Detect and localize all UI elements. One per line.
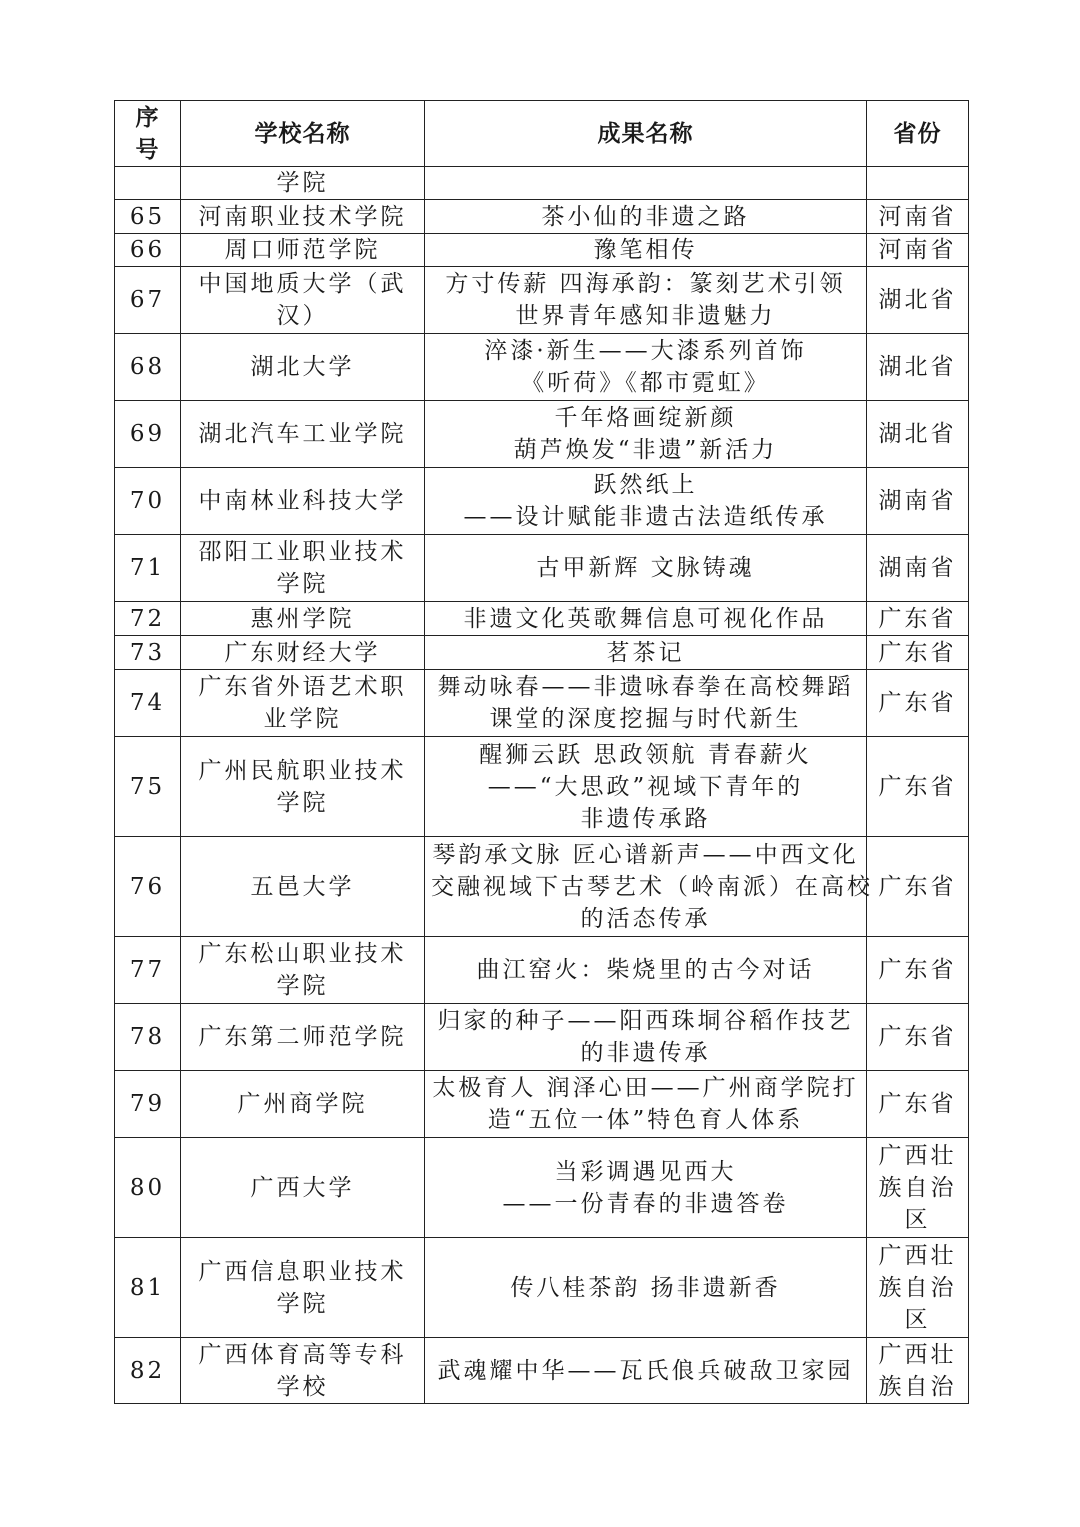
cell-province bbox=[867, 234, 969, 267]
cell-school-line: 学院 bbox=[276, 973, 329, 999]
cell-school bbox=[181, 167, 425, 200]
cell-title-line: 茶小仙的非遗之路 bbox=[541, 203, 750, 230]
cell-school-line: 学院 bbox=[276, 1290, 329, 1317]
cell-school-line: 湖北大学 bbox=[250, 354, 355, 380]
table-row bbox=[115, 1338, 969, 1404]
table-row bbox=[115, 267, 969, 334]
cell-province-line: 广西壮 bbox=[878, 1142, 957, 1169]
cell-title-line: 豫笔相传 bbox=[593, 237, 698, 263]
table-row bbox=[115, 1138, 969, 1238]
cell-school bbox=[181, 670, 425, 737]
table-row bbox=[115, 535, 969, 602]
cell-province bbox=[867, 670, 969, 737]
cell-school bbox=[181, 234, 425, 267]
table-row bbox=[115, 837, 969, 937]
cell-title-line: 琴韵承文脉 匠心谱新声——中西文化 bbox=[432, 841, 859, 868]
table-row bbox=[115, 200, 969, 234]
cell-province-line: 湖南省 bbox=[878, 488, 957, 514]
cell-province-line: 湖北省 bbox=[878, 421, 957, 447]
header-no-line1: 序 bbox=[135, 103, 160, 131]
cell-title bbox=[425, 200, 867, 234]
cell-title-line: 方寸传薪 四海承韵：篆刻艺术引领 bbox=[445, 271, 846, 297]
cell-title bbox=[425, 1338, 867, 1404]
table-row bbox=[115, 937, 969, 1004]
results-table bbox=[114, 100, 969, 1404]
table-row bbox=[115, 737, 969, 837]
cell-province-line: 族自治 bbox=[878, 1373, 957, 1400]
cell-province bbox=[867, 535, 969, 602]
cell-title-line: 交融视域下古琴艺术（岭南派）在高校 bbox=[431, 873, 873, 900]
cell-school-line: 广东松山职业技术 bbox=[198, 941, 407, 967]
cell-title-line: 太极育人 润泽心田——广州商学院打 bbox=[432, 1075, 859, 1101]
cell-school bbox=[181, 535, 425, 602]
cell-title-line: ——“大思政”视域下青年的 bbox=[487, 773, 804, 800]
cell-no: 78 bbox=[115, 1004, 181, 1071]
cell-school bbox=[181, 737, 425, 837]
cell-school-line: 广西大学 bbox=[250, 1174, 355, 1201]
cell-school-line: 学院 bbox=[276, 170, 329, 196]
cell-province bbox=[867, 1138, 969, 1238]
cell-province bbox=[867, 837, 969, 937]
cell-title bbox=[425, 468, 867, 535]
header-school: 学校名称 bbox=[181, 101, 425, 167]
cell-province-line: 区 bbox=[904, 1306, 931, 1333]
cell-province-line: 广西壮 bbox=[878, 1341, 957, 1368]
cell-no bbox=[115, 167, 181, 200]
cell-province bbox=[867, 602, 969, 636]
cell-province bbox=[867, 1238, 969, 1338]
table-body bbox=[115, 167, 969, 1404]
cell-title bbox=[425, 670, 867, 737]
cell-no: 81 bbox=[115, 1238, 181, 1338]
header-no-line2: 号 bbox=[135, 135, 160, 163]
cell-school bbox=[181, 401, 425, 468]
cell-school bbox=[181, 602, 425, 636]
cell-title-line: 课堂的深度挖掘与时代新生 bbox=[489, 706, 802, 732]
cell-no: 67 bbox=[115, 267, 181, 334]
cell-school-line: 五邑大学 bbox=[250, 873, 355, 900]
cell-province-line: 广西壮 bbox=[878, 1242, 957, 1269]
cell-province bbox=[867, 267, 969, 334]
cell-province bbox=[867, 737, 969, 837]
cell-title-line: 非遗传承路 bbox=[580, 805, 711, 832]
cell-no: 66 bbox=[115, 234, 181, 267]
cell-no: 75 bbox=[115, 737, 181, 837]
cell-school bbox=[181, 1071, 425, 1138]
cell-title-line: 茗茶记 bbox=[606, 639, 685, 666]
cell-school-line: 湖北汽车工业学院 bbox=[198, 421, 407, 447]
cell-title bbox=[425, 1071, 867, 1138]
cell-title bbox=[425, 267, 867, 334]
cell-province-line: 湖北省 bbox=[878, 287, 957, 313]
table-row bbox=[115, 334, 969, 401]
cell-school bbox=[181, 1138, 425, 1238]
cell-school-line: 邵阳工业职业技术 bbox=[198, 539, 407, 565]
cell-school-line: 汉） bbox=[276, 303, 329, 329]
cell-title-line: 传八桂茶韵 扬非遗新香 bbox=[510, 1274, 781, 1301]
cell-province-line: 广东省 bbox=[878, 639, 957, 666]
cell-province-line: 河南省 bbox=[878, 237, 957, 263]
cell-province bbox=[867, 200, 969, 234]
cell-title-line: 的活态传承 bbox=[580, 905, 711, 932]
cell-school-line: 学院 bbox=[276, 571, 329, 597]
cell-title-line: 归家的种子——阳西珠垌谷稻作技艺 bbox=[437, 1008, 854, 1034]
cell-title bbox=[425, 737, 867, 837]
cell-province-line: 广东省 bbox=[878, 1091, 957, 1117]
cell-title-line: 淬漆·新生——大漆系列首饰 bbox=[484, 338, 807, 364]
cell-school bbox=[181, 837, 425, 937]
cell-school bbox=[181, 334, 425, 401]
cell-province bbox=[867, 401, 969, 468]
cell-no: 77 bbox=[115, 937, 181, 1004]
cell-province-line: 族自治 bbox=[878, 1274, 957, 1301]
cell-title-line: 造“五位一体”特色育人体系 bbox=[487, 1107, 804, 1133]
header-no bbox=[115, 101, 181, 167]
cell-school bbox=[181, 1338, 425, 1404]
cell-school-line: 周口师范学院 bbox=[224, 237, 381, 263]
cell-title-line: 古甲新辉 文脉铸魂 bbox=[536, 555, 755, 581]
table-row bbox=[115, 1071, 969, 1138]
cell-province bbox=[867, 167, 969, 200]
cell-province-line: 湖北省 bbox=[878, 354, 957, 380]
cell-title-line: 世界青年感知非遗魅力 bbox=[515, 303, 776, 329]
cell-school-line: 中南林业科技大学 bbox=[198, 488, 407, 514]
cell-school-line: 广州商学院 bbox=[237, 1091, 368, 1117]
cell-province-line: 区 bbox=[904, 1206, 931, 1233]
cell-school bbox=[181, 937, 425, 1004]
table-row bbox=[115, 234, 969, 267]
cell-province-line: 广东省 bbox=[878, 773, 957, 800]
cell-no: 80 bbox=[115, 1138, 181, 1238]
table-row bbox=[115, 1004, 969, 1071]
cell-title-line: ——一份青春的非遗答卷 bbox=[502, 1190, 789, 1217]
cell-school-line: 学院 bbox=[276, 789, 329, 816]
cell-no: 82 bbox=[115, 1338, 181, 1404]
header-title: 成果名称 bbox=[425, 101, 867, 167]
cell-province bbox=[867, 468, 969, 535]
cell-province-line: 广东省 bbox=[878, 605, 957, 632]
cell-school bbox=[181, 1004, 425, 1071]
cell-title-line: 千年烙画绽新颜 bbox=[554, 405, 737, 431]
table-header-row bbox=[115, 101, 969, 167]
cell-title bbox=[425, 234, 867, 267]
header-province: 省份 bbox=[867, 101, 969, 167]
table-row bbox=[115, 401, 969, 468]
cell-no: 72 bbox=[115, 602, 181, 636]
cell-no: 70 bbox=[115, 468, 181, 535]
cell-no: 69 bbox=[115, 401, 181, 468]
cell-province-line: 广东省 bbox=[878, 957, 957, 983]
cell-school bbox=[181, 267, 425, 334]
cell-no: 73 bbox=[115, 636, 181, 670]
cell-school-line: 广东第二师范学院 bbox=[198, 1024, 407, 1050]
cell-title-line: ——设计赋能非遗古法造纸传承 bbox=[463, 504, 828, 530]
cell-province-line: 广东省 bbox=[878, 690, 957, 716]
cell-province bbox=[867, 1004, 969, 1071]
cell-title-line: 非遗文化英歌舞信息可视化作品 bbox=[463, 605, 828, 632]
cell-title bbox=[425, 1004, 867, 1071]
cell-title-line: 舞动咏春——非遗咏春拳在高校舞蹈 bbox=[437, 674, 854, 700]
cell-title-line: 当彩调遇见西大 bbox=[554, 1158, 737, 1185]
cell-province-line: 族自治 bbox=[878, 1174, 957, 1201]
cell-title bbox=[425, 334, 867, 401]
cell-school-line: 广东省外语艺术职 bbox=[198, 674, 407, 700]
cell-no: 76 bbox=[115, 837, 181, 937]
cell-title bbox=[425, 1238, 867, 1338]
cell-school-line: 中国地质大学（武 bbox=[198, 271, 407, 297]
cell-no: 65 bbox=[115, 200, 181, 234]
cell-school bbox=[181, 636, 425, 670]
cell-province bbox=[867, 636, 969, 670]
table-row bbox=[115, 468, 969, 535]
cell-province bbox=[867, 937, 969, 1004]
cell-title-line: 《听荷》《都市霓虹》 bbox=[521, 370, 770, 396]
cell-province-line: 河南省 bbox=[878, 203, 957, 230]
cell-province-line: 广东省 bbox=[878, 873, 957, 900]
cell-title bbox=[425, 937, 867, 1004]
cell-province-line: 广东省 bbox=[878, 1024, 957, 1050]
cell-title-line: 跃然纸上 bbox=[593, 472, 698, 498]
cell-school bbox=[181, 1238, 425, 1338]
cell-school bbox=[181, 468, 425, 535]
cell-no: 68 bbox=[115, 334, 181, 401]
cell-title-line: 葫芦焕发“非遗”新活力 bbox=[513, 437, 778, 463]
cell-title-line: 的非遗传承 bbox=[580, 1040, 711, 1066]
table-row bbox=[115, 167, 969, 200]
cell-school-line: 业学院 bbox=[263, 706, 342, 732]
cell-school-line: 广州民航职业技术 bbox=[198, 757, 407, 784]
table-row bbox=[115, 636, 969, 670]
cell-province bbox=[867, 334, 969, 401]
table-row bbox=[115, 1238, 969, 1338]
cell-title bbox=[425, 636, 867, 670]
cell-province bbox=[867, 1338, 969, 1404]
cell-school-line: 广东财经大学 bbox=[224, 639, 381, 666]
cell-school bbox=[181, 200, 425, 234]
cell-no: 71 bbox=[115, 535, 181, 602]
cell-title-line: 曲江窑火：柴烧里的古今对话 bbox=[476, 957, 815, 983]
cell-no: 74 bbox=[115, 670, 181, 737]
cell-title bbox=[425, 167, 867, 200]
table-row bbox=[115, 670, 969, 737]
cell-title bbox=[425, 837, 873, 937]
cell-school-line: 河南职业技术学院 bbox=[198, 203, 407, 230]
cell-school-line: 广西体育高等专科 bbox=[198, 1341, 407, 1368]
cell-title bbox=[425, 1138, 867, 1238]
cell-province bbox=[867, 1071, 969, 1138]
cell-no: 79 bbox=[115, 1071, 181, 1138]
cell-title bbox=[425, 602, 867, 636]
cell-title bbox=[425, 535, 867, 602]
cell-province-line: 湖南省 bbox=[878, 555, 957, 581]
table-row bbox=[115, 602, 969, 636]
cell-title-line: 醒狮云跃 思政领航 青春薪火 bbox=[479, 741, 812, 768]
cell-title bbox=[425, 401, 867, 468]
cell-school-line: 学校 bbox=[276, 1373, 329, 1400]
cell-school-line: 惠州学院 bbox=[250, 605, 355, 632]
cell-title-line: 武魂耀中华——瓦氏俍兵破敌卫家园 bbox=[437, 1357, 854, 1384]
cell-school-line: 广西信息职业技术 bbox=[198, 1258, 407, 1285]
